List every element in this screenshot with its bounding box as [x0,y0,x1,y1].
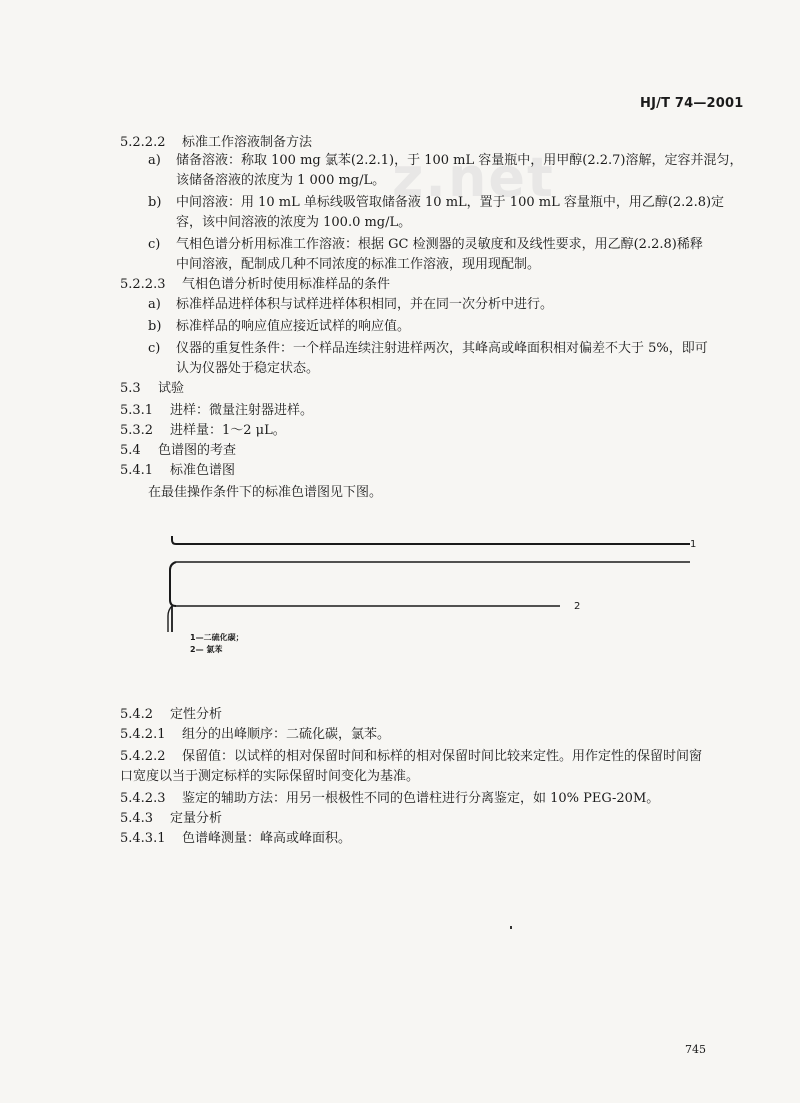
heading-5222 [120,134,312,152]
section-text: 进样：微量注射器进样。 [170,403,314,418]
section-number: 5.4.3 [120,811,154,826]
watermark: z.net [392,146,555,209]
section-title: 定量分析 [170,811,223,826]
section-number: 5.2.2.3 [120,277,166,292]
section-title: 色谱图的考查 [158,443,237,458]
section-title: 气相色谱分析时使用标准样品的条件 [182,277,391,292]
item-text: 标准样品的响应值应接近试样的响应值。 [176,319,411,334]
item-c-continuation: 中间溶液，配制成几种不同浓度的标准工作溶液，现用现配制。 [176,257,541,272]
item-text: 中间溶液：用 10 mL 单标线吸管取储备液 10 mL，置于 100 mL 容量瓶中，用乙醇(2.2.8)定 [176,195,725,210]
section-title: 标准色谱图 [170,463,236,478]
section-number: 5.3 [120,381,141,396]
heading-5423 [120,790,659,808]
section-title: 定性分析 [170,707,223,722]
trace-connector [170,562,176,606]
heading-541 [120,462,235,480]
peak-1-label: 1 [690,539,697,550]
item-marker: c) [148,341,161,356]
section-number: 5.2.2.2 [120,135,166,150]
item-text: 气相色谱分析用标准工作溶液：根据 GC 检测器的灵敏度和及线性要求，用乙醇(2.2.8)稀释 [176,237,703,252]
heading-5431 [120,830,351,848]
section-number: 5.4.3.1 [120,831,166,846]
section-number: 5.4.2.2 [120,749,166,764]
item-marker: a) [148,153,161,168]
item-b [148,318,410,336]
heading-5422 [120,748,702,766]
standard-code: HJ/T 74—2001 [640,96,744,111]
item-a [148,152,742,170]
section-number: 5.4 [120,443,141,458]
section-number: 5.4.2 [120,707,154,722]
peak-1-trace [172,536,690,544]
section-number: 5.3.1 [120,403,154,418]
heading-531 [120,402,313,420]
item-b-continuation: 容，该中间溶液的浓度为 100.0 mg/L。 [176,215,412,230]
item-marker: c) [148,237,161,252]
section-title: 试验 [158,381,185,396]
item-c [148,236,703,254]
item-a [148,296,553,314]
chromatogram-legend [190,632,244,656]
section-number: 5.4.1 [120,463,154,478]
section-text: 组分的出峰顺序：二硫化碳，氯苯。 [182,727,391,742]
item-marker: b) [148,319,162,334]
heading-543 [120,810,222,828]
section-text: 鉴定的辅助方法：用另一根极性不同的色谱柱进行分离鉴定，如 10% PEG-20M。 [182,791,660,806]
item-marker: a) [148,297,161,312]
section-title: 标准工作溶液制备方法 [182,135,313,150]
heading-532 [120,422,286,440]
page-number: 745 [685,1043,706,1056]
item-a-continuation: 该储备溶液的浓度为 1 000 mg/L。 [176,173,386,188]
item-text: 储备溶液：称取 100 mg 氯苯(2.2.1)，于 100 mL 容量瓶中，用甲醇(2.2.7)溶解，定容并混匀， [176,153,743,168]
item-b [148,194,724,212]
legend-entry-1: 1—二硫化碳； [190,633,244,642]
item-text: 仪器的重复性条件：一个样品连续注射进样两次，其峰高或峰面积相对偏差不大于 5%，即可 [176,341,708,356]
item-c-continuation: 认为仪器处于稳定状态。 [176,361,320,376]
heading-5421 [120,726,390,744]
section-number: 5.3.2 [120,423,154,438]
heading-5422-continuation: 口宽度以当于测定标样的实际保留时间变化为基准。 [120,769,420,784]
heading-5223 [120,276,390,294]
peak-2-label: 2 [574,601,581,612]
standard-chromatogram [150,528,710,668]
section-number: 5.4.2.3 [120,791,166,806]
heading-542 [120,706,222,724]
item-c [148,340,708,358]
heading-54 [120,442,236,460]
heading-53 [120,380,184,398]
figure-intro-paragraph: 在最佳操作条件下的标准色谱图见下图。 [148,485,383,500]
scan-speck [510,926,512,929]
item-text: 标准样品进样体积与试样进样体积相同，并在同一次分析中进行。 [176,297,554,312]
section-number: 5.4.2.1 [120,727,166,742]
section-text: 色谱峰测量：峰高或峰面积。 [182,831,352,846]
item-marker: b) [148,195,162,210]
section-text: 保留值：以试样的相对保留时间和标样的相对保留时间比较来定性。用作定性的保留时间窗 [182,749,703,764]
section-text: 进样量：1～2 μL。 [170,423,286,438]
legend-entry-2: 2— 氯苯 [190,645,223,654]
